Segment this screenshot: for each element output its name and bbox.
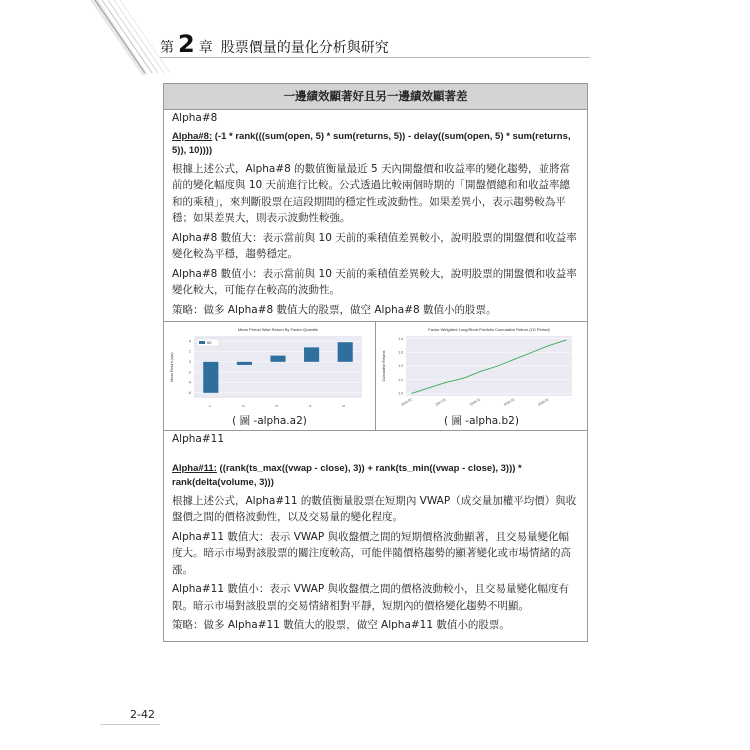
chapter-word-prefix: 第 <box>160 40 174 56</box>
line-y-tick-label: 1.3 <box>398 350 403 355</box>
chapter-word-suffix: 章 <box>198 40 213 56</box>
bar-5 <box>338 342 353 362</box>
alpha8-paragraph-3: Alpha#8 數值小：表示當前與 10 天前的乘積值差異較大，說明股票的開盤價和收益率變化較大，可能存在較高的波動性。 <box>172 267 577 296</box>
figure-left-caption: ( 圖 -alpha.a2) <box>232 415 307 427</box>
bar-x-tick-label: 2 <box>241 405 246 407</box>
bar-legend-swatch <box>199 341 205 344</box>
bar-y-axis-label: Mean Return (bps) <box>170 352 174 382</box>
alpha11-paragraph-4: 策略：做多 Alpha#11 數值大的股票，做空 Alpha#11 數值小的股票。 <box>172 619 510 631</box>
alpha8-formula <box>172 130 579 158</box>
alpha8-label: Alpha#8 <box>172 112 218 124</box>
line-point-2019-07 <box>531 352 532 353</box>
line-y-tick-label: 1.0 <box>398 391 403 396</box>
figure-right <box>375 322 587 430</box>
footer-rule <box>100 724 160 725</box>
line-y-tick-label: 1.1 <box>398 377 403 382</box>
line-y-tick-label: 1.4 <box>398 336 403 341</box>
bar-y-tick-label: -2 <box>187 370 191 375</box>
bar-y-tick-label: 2 <box>189 349 191 354</box>
bar-legend-label: 5D <box>207 341 212 345</box>
line-y-axis-label: Cumulative Returns <box>382 350 386 382</box>
bar-chart-title: Mean Period Wise Return By Factor Quantile <box>237 327 319 332</box>
line-point-2018-01 <box>480 371 481 372</box>
alpha11-paragraph-3: Alpha#11 數值小：表示 VWAP 與收盤價之間的價格波動較小，且交易量變化幅度有限。暗示市場對該股票的交易情緒相對平靜，短期內的價格變化趨勢不明顯。 <box>172 583 570 612</box>
chapter-number: 2 <box>178 30 195 58</box>
bar-y-tick-label: -6 <box>187 391 191 396</box>
bar-legend <box>197 339 219 346</box>
page-number: 2-42 <box>130 708 155 721</box>
line-y-tick-label: 1.2 <box>398 364 403 369</box>
alpha8-formula-body: (-1 * rank(((sum(open, 5) * sum(returns, 5)) - delay((sum(open, 5) * sum(returns, 5)), 10)))) <box>172 130 571 156</box>
bar-3 <box>270 356 285 362</box>
alpha8-section <box>164 110 587 318</box>
alpha11-formula <box>172 462 579 490</box>
line-point-2019-01 <box>514 359 515 360</box>
bar-2 <box>237 362 252 365</box>
bar-x-tick-label: 3 <box>275 405 279 407</box>
line-x-tick-label: 2018-01 <box>468 397 481 407</box>
alpha8-paragraph-1: 根據上述公式，Alpha#8 的數值衡量最近 5 天內開盤價和收益率的變化趨勢，並將當前的變化幅度與 10 天前進行比較。公式透過比較兩個時期的「開盤價總和和收益率總和的乘積」，來判斷股票在這段期間的穩定性或波動性。如果差異小，表示趨勢較為平穩；如果差異大，則表示波動性較強。 <box>172 162 571 224</box>
alpha11-formula-body: ((rank(ts_max((vwap - close), 3)) + rank(ts_min((vwap - close), 3))) * rank(delta(volume, 3))) <box>172 462 522 488</box>
bar-x-tick-label: 5 <box>342 405 347 407</box>
bar-4 <box>304 347 319 361</box>
line-x-tick-label: 2020-01 <box>537 397 550 407</box>
line-point-2016-07 <box>429 387 430 388</box>
bar-x-tick-label: 4 <box>308 405 313 407</box>
figure-left <box>164 322 375 430</box>
alpha8-paragraph-2: Alpha#8 數值大：表示當前與 10 天前的乘積值差異較小，說明股票的開盤價和收益率變化較為平穩，趨勢穩定。 <box>172 231 577 260</box>
bar-y-tick-label: 4 <box>189 339 191 344</box>
line-point-2020-01 <box>548 345 549 346</box>
header-rule <box>160 57 590 58</box>
figure-row <box>164 321 587 431</box>
alpha8-paragraph-4: 策略：做多 Alpha#8 數值大的股票，做空 Alpha#8 數值小的股票。 <box>172 303 497 316</box>
line-x-tick-label: 2019-01 <box>503 397 516 407</box>
line-point-2020-07 <box>566 340 567 341</box>
figure-right-caption: ( 圖 -alpha.b2) <box>444 415 519 427</box>
line-point-2017-01 <box>446 382 447 383</box>
bar-y-tick-label: -4 <box>187 380 191 385</box>
chapter-title: 股票價量的量化分析與研究 <box>220 40 389 56</box>
line-chart-title: Factor Weighted Long/Short Portfolio Cumulative Return (1D Period) <box>428 327 550 332</box>
line-x-tick-label: 2016-01 <box>400 397 413 407</box>
alpha11-paragraph-1: 根據上述公式，Alpha#11 的數值衡量股票在短期內 VWAP（成交量加權平均價）與收盤價之間的價格波動性，以及交易量的變化程度。 <box>172 494 577 523</box>
alpha11-section <box>164 431 587 634</box>
line-point-2017-07 <box>463 378 464 379</box>
line-x-tick-label: 2017-01 <box>434 397 447 407</box>
chapter-header <box>160 30 389 56</box>
alpha8-formula-name: Alpha#8: <box>172 130 213 142</box>
line-point-2016-01 <box>412 393 413 394</box>
bar-y-tick-label: 0 <box>189 360 191 365</box>
alpha11-label: Alpha#11 <box>172 433 225 445</box>
line-point-2018-07 <box>497 366 498 367</box>
alpha11-paragraph-2: Alpha#11 數值大：表示 VWAP 與收盤價之間的短期價格波動顯著，且交易量變化幅度大。暗示市場對該股票的關注度較高，可能伴隨價格趨勢的顯著變化或市場情緒的高漲。 <box>172 530 571 576</box>
box-title: 一邊績效顯著好且另一邊績效顯著差 <box>164 84 587 110</box>
bar-x-tick-label: 1 <box>207 405 212 407</box>
alpha11-formula-name: Alpha#11: <box>172 462 217 474</box>
bar-1 <box>203 362 218 393</box>
content-box <box>163 83 588 642</box>
